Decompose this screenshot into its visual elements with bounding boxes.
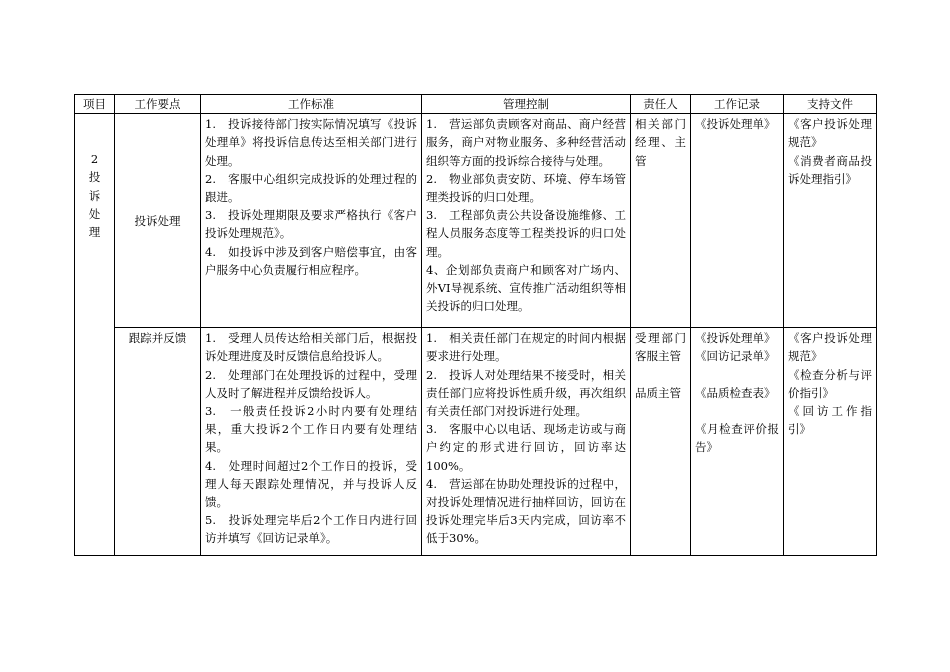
support-item: 《消费者商品投诉处理指引》 (788, 153, 872, 186)
standards-cell (201, 328, 422, 556)
header-work-point: 工作要点 (115, 95, 201, 114)
procedure-table (74, 94, 877, 556)
header-item: 项目 (75, 95, 115, 114)
support-item: 《客户投诉处理规范》 (788, 117, 872, 150)
standard-item: 5. 投诉处理完毕后2个工作日内进行回访并填写《回访记录单》。 (205, 513, 417, 546)
header-work-record: 工作记录 (691, 95, 784, 114)
item-char: 投 (88, 170, 101, 185)
standard-item: 3. 投诉处理期限及要求严格执行《客户投诉处理规范》。 (205, 208, 417, 241)
control-item: 2. 物业部负责安防、环境、停车场管理类投诉的归口处理。 (426, 171, 626, 205)
support-cell (784, 328, 877, 556)
support-item: 《检查分析与评价指引》 (788, 367, 872, 400)
support-item: 《回访工作指引》 (788, 404, 872, 437)
record-item: 《月检查评价报告》 (695, 421, 779, 455)
standard-item: 1. 投诉接待部门按实际情况填写《投诉处理单》将投诉信息传达至相关部门进行处理。 (205, 117, 417, 168)
work-point-cell: 投诉处理 (115, 114, 201, 328)
controls-cell (422, 328, 631, 556)
item-cell (75, 114, 115, 556)
standard-item: 2. 客服中心组织完成投诉的处理过程的跟进。 (205, 171, 417, 205)
control-item: 1. 营运部负责顾客对商品、商户经营服务，商户对物业服务、多种经营活动组织等方面的投诉综合接待与处理。 (426, 117, 626, 168)
record-item: 《投诉处理单》 (695, 117, 776, 132)
responsible-item: 受理部门客服主管 (635, 331, 686, 364)
record-item: 《投诉处理单》 (695, 331, 776, 346)
work-point-cell: 跟踪并反馈 (115, 328, 201, 556)
records-cell (691, 114, 784, 328)
header-management-control: 管理控制 (422, 95, 631, 114)
standards-cell (201, 114, 422, 328)
standard-item: 3. 一般责任投诉2小时内要有处理结果，重大投诉2个工作日内要有处理结果。 (205, 404, 417, 455)
standard-item: 1. 受理人员传达给相关部门后，根据投诉处理进度及时反馈信息给投诉人。 (205, 331, 417, 364)
controls-cell (422, 114, 631, 328)
control-item: 1. 相关责任部门在规定的时间内根据要求进行处理。 (426, 331, 626, 364)
header-row (75, 95, 877, 114)
item-char: 处 (88, 206, 101, 221)
table-row-follow-up (75, 328, 877, 556)
header-work-standard: 工作标准 (201, 95, 422, 114)
control-item: 4、企划部负责商户和顾客对广场内、外VI导视系统、宣传推广活动组织等相关投诉的归口处理。 (426, 262, 626, 314)
responsible-cell (631, 328, 691, 556)
item-char: 理 (88, 225, 101, 240)
item-number: 2 (90, 152, 99, 167)
item-char: 诉 (88, 188, 101, 203)
control-item: 3. 工程部负责公共设备设施维修、工程人员服务态度等工程类投诉的归口处理。 (426, 208, 626, 259)
standard-item: 4. 处理时间超过2个工作日的投诉，受理人每天跟踪处理情况，并与投诉人反馈。 (205, 458, 417, 510)
record-item: 《回访记录单》 (695, 349, 776, 364)
responsible-cell (631, 114, 691, 328)
standard-item: 2. 处理部门在处理投诉的过程中，受理人及时了解进程并反馈给投诉人。 (205, 367, 417, 400)
record-item: 《品质检查表》 (695, 385, 776, 400)
header-support-files: 支持文件 (784, 95, 877, 114)
support-cell (784, 114, 877, 328)
control-item: 2. 投诉人对处理结果不接受时，相关责任部门应将投诉性质升级，再次组织有关责任部门对投诉进行处理。 (426, 367, 626, 419)
table-row-complaint-handling (75, 114, 877, 328)
responsible-item: 品质主管 (635, 385, 681, 400)
control-item: 3. 客服中心以电话、现场走访或与商户约定的形式进行回访，回访率达100%。 (426, 422, 626, 473)
header-responsible: 责任人 (631, 95, 691, 114)
standard-item: 4. 如投诉中涉及到客户赔偿事宜，由客户服务中心负责履行相应程序。 (205, 244, 417, 277)
support-item: 《客户投诉处理规范》 (788, 331, 872, 364)
control-item: 4. 营运部在协助处理投诉的过程中，对投诉处理情况进行抽样回访，回访在投诉处理完毕后3天内完成，回访率不低于30%。 (426, 476, 626, 546)
records-cell (691, 328, 784, 556)
responsible-item: 相关部门经理、主管 (635, 117, 686, 168)
